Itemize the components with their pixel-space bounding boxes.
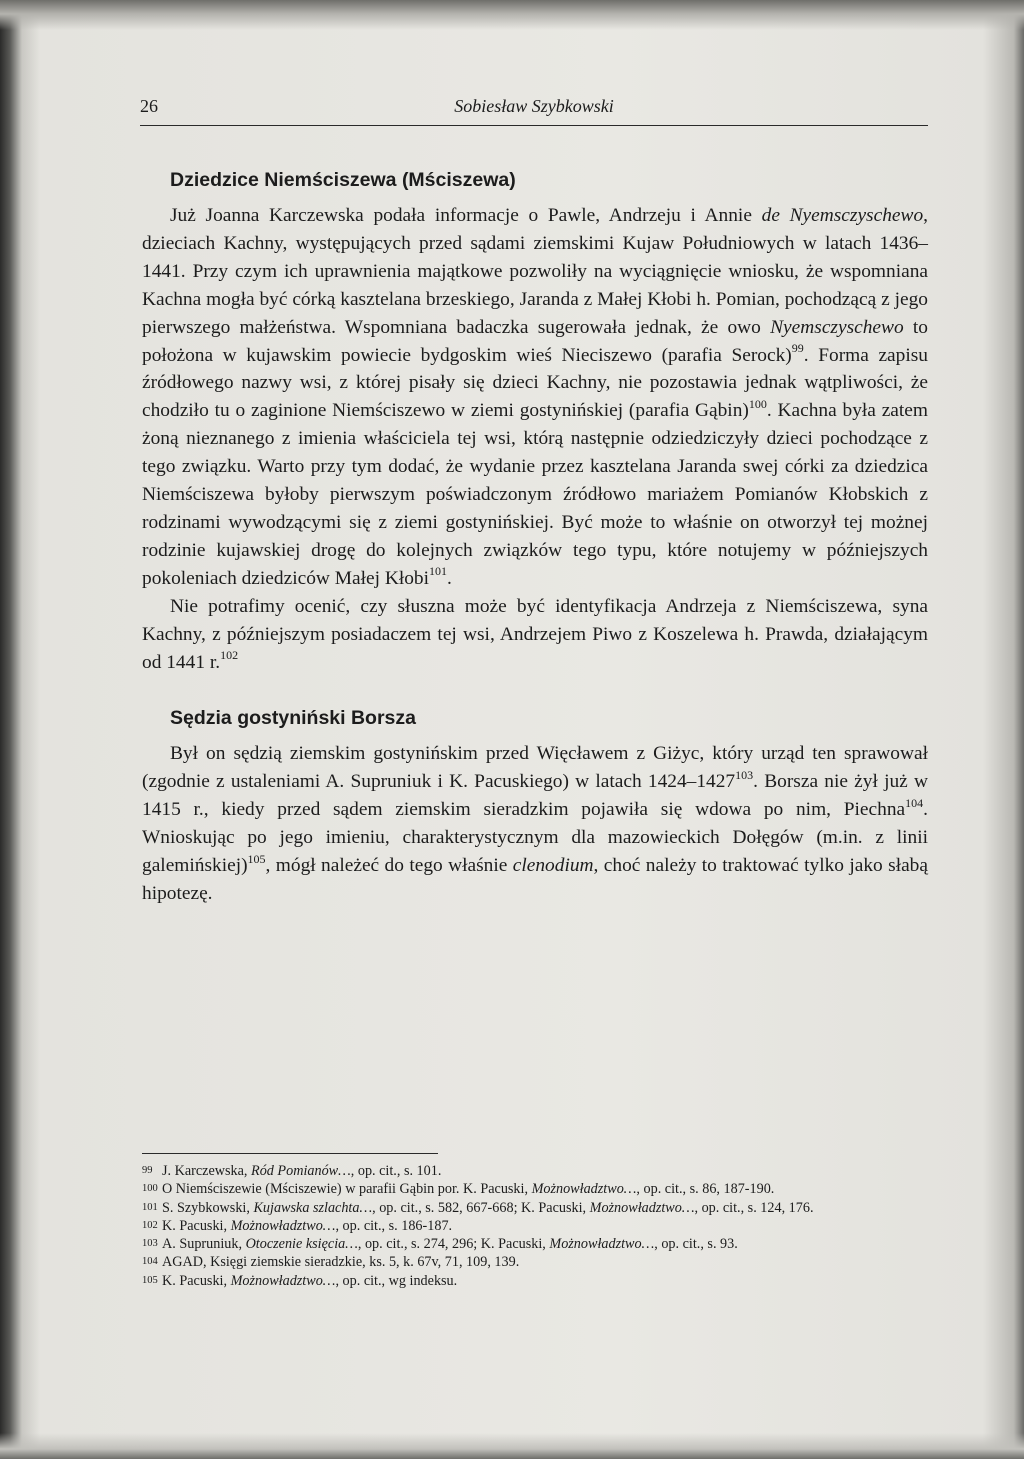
footnote-italic-text: Ród Pomianów… bbox=[251, 1163, 351, 1179]
footnote-text: A. Supruniuk, bbox=[162, 1236, 246, 1253]
footnote-number: 102 bbox=[142, 1219, 158, 1231]
footnotes bbox=[142, 1162, 928, 1290]
footnote-italic-text: Kujawska szlachta… bbox=[253, 1199, 373, 1216]
paragraph-text: to położona w kujawskim powiecie bydgoskim wieś Nieciszewo (parafia Serock) bbox=[142, 316, 928, 366]
footnote-italic-text: Możnowładztwo… bbox=[230, 1272, 336, 1289]
footnote-text: AGAD, Księgi ziemskie sieradzkie, ks. 5, k. 67v, 71, 109, 139. bbox=[162, 1254, 520, 1271]
paragraph-text: . Kachna była zatem żoną nieznanego z imienia właściciela tej wsi, którą następnie odziedziczyły dzieci pochodzące z tego związku. Warto przy tym dodać, że wydanie przez kasztelana Jaranda swej córki za dziedzica Niemściszewa byłoby pierwszym poświadczonym źródłowo mariażem Pomianów Kłobskich z rodzinami wywodzącymi się z ziemi gostynińskiej. Być może to właśnie on otworzył tej możnej rodzinie kujawskiej drogę do kolejnych związków tego typu, które notujemy w późniejszych pokoleniach dziedziców Małej Kłobi bbox=[142, 400, 928, 589]
main-text bbox=[142, 168, 928, 908]
paragraph-text: Był on sędzią ziemskim gostynińskim przed Więcławem z Giżyc, który urząd ten sprawował (zgodnie z ustaleniami A. Supruniuk i K. Pacuskiego) w latach 1424–1427 bbox=[142, 743, 928, 793]
section-title: Dziedzice Niemściszewa (Mściszewa) bbox=[170, 169, 516, 191]
footnote-text: , op. cit., s. 582, 667-668; K. Pacuski, bbox=[372, 1199, 590, 1216]
paragraph-italic-text: clenodium bbox=[512, 855, 594, 877]
footnote bbox=[142, 1180, 928, 1198]
footnote-reference: 103 bbox=[735, 767, 754, 782]
paragraph bbox=[142, 593, 928, 677]
footnote-text: O Niemściszewie (Mściszewie) w parafii Gąbin por. K. Pacuski, bbox=[162, 1181, 532, 1198]
footnote bbox=[142, 1235, 928, 1253]
paragraph bbox=[142, 740, 928, 907]
footnote-number: 105 bbox=[142, 1274, 158, 1286]
paragraph-text: . Borsza nie żył już w 1415 r., kiedy przed sądem ziemskim sieradzkim pojawiła się wdowa po nim, Piechna bbox=[142, 771, 928, 821]
paragraph-italic-text: Nyemsczyschewo bbox=[770, 316, 904, 338]
footnote bbox=[142, 1217, 928, 1235]
page-number: 26 bbox=[140, 96, 158, 116]
footnote-italic-text: Otoczenie księcia… bbox=[245, 1236, 358, 1253]
paragraph-italic-text: de Nyemsczyschewo bbox=[761, 205, 924, 226]
paragraph-text: , choć należy to traktować tylko jako słabą hipotezę. bbox=[142, 855, 928, 904]
paragraph-text: , dzieciach Kachny, występujących przed sądami ziemskimi Kujaw Południowych w latach 1436–1441. Przy czym ich uprawnienia majątkowe pozwoliły na wyciągnięcie wniosku, że wspomniana Kachna mogła być córką kasztelana brzeskiego, Jaranda z Małej Kłobi h. Pomian, pochodzącą z jego pierwszego małżeństwa. Wspomniana badaczka sugerowała jednak, że owo bbox=[142, 205, 929, 338]
footnote-text: , op. cit., s. 86, 187-190. bbox=[636, 1181, 775, 1198]
footnote bbox=[142, 1199, 928, 1217]
footnote bbox=[142, 1272, 928, 1290]
section-title: Sędzia gostyniński Borsza bbox=[170, 707, 416, 730]
paragraph-text: . Forma zapisu źródłowego nazwy wsi, z której pisały się dzieci Kachny, nie pozostawia jednak wątpliwości, że chodziło tu o zaginione Niemściszewo w ziemi gostynińskiej (parafia Gąbin) bbox=[142, 344, 928, 422]
running-title: Sobiesław Szybkowski bbox=[454, 96, 614, 116]
footnote-number: 100 bbox=[142, 1183, 158, 1195]
footnote-text: J. Karczewska, bbox=[162, 1163, 252, 1179]
footnote-text: , op. cit., s. 186-187. bbox=[335, 1217, 453, 1234]
paragraph-text: . Wnioskując po jego imieniu, charakterystycznym dla mazowieckich Dołęgów (m.in. z linii galemińskiej) bbox=[142, 799, 928, 877]
paragraph-text: Już Joanna Karczewska podała informacje o Pawle, Andrzeju i Annie bbox=[170, 205, 762, 226]
header-rule bbox=[140, 125, 928, 126]
footnote-italic-text: Możnowładztwo… bbox=[549, 1236, 655, 1253]
footnote-italic-text: Możnowładztwo… bbox=[230, 1217, 336, 1234]
footnote-reference: 102 bbox=[220, 648, 239, 663]
footnote-text: S. Szybkowski, bbox=[162, 1199, 254, 1216]
paragraph-text: , mógł należeć do tego właśnie bbox=[265, 855, 513, 877]
footnote bbox=[142, 1253, 928, 1271]
footnote-number: 101 bbox=[142, 1201, 158, 1213]
footnote-number: 104 bbox=[142, 1256, 158, 1268]
footnote-reference: 104 bbox=[905, 795, 924, 810]
footnote-text: , op. cit., s. 101. bbox=[350, 1163, 442, 1179]
paragraph-text: . bbox=[447, 567, 452, 589]
footnote-number: 103 bbox=[142, 1238, 158, 1250]
footnote-rule bbox=[142, 1153, 438, 1154]
section-spacer bbox=[142, 676, 928, 706]
book-page bbox=[100, 0, 940, 1459]
footnote bbox=[142, 1162, 928, 1180]
footnote-text: K. Pacuski, bbox=[162, 1272, 231, 1289]
footnote-text: , op. cit., s. 274, 296; K. Pacuski, bbox=[357, 1236, 550, 1253]
footnote-number: 99 bbox=[142, 1165, 153, 1176]
footnote-text: , op. cit., s. 93. bbox=[654, 1236, 738, 1253]
footnote-text: K. Pacuski, bbox=[162, 1217, 231, 1234]
footnote-reference: 100 bbox=[748, 396, 767, 411]
footnote-reference: 99 bbox=[791, 341, 804, 356]
footnote-text: , op. cit., wg indeksu. bbox=[335, 1272, 458, 1289]
footnote-text: , op. cit., s. 124, 176. bbox=[694, 1199, 814, 1216]
paragraph-text: Nie potrafimy ocenić, czy słuszna może być identyfikacja Andrzeja z Niemściszewa, syna Kachny, z późniejszym posiadaczem tej wsi, Andrzejem Piwo z Koszelewa h. Prawda, działającym od 1441 r. bbox=[142, 595, 928, 673]
footnote-reference: 101 bbox=[429, 564, 447, 579]
running-head bbox=[140, 96, 928, 118]
footnote-italic-text: Możnowładztwo… bbox=[531, 1181, 637, 1198]
footnote-reference: 105 bbox=[247, 851, 266, 866]
footnote-italic-text: Możnowładztwo… bbox=[589, 1199, 695, 1216]
paragraph bbox=[142, 202, 928, 593]
